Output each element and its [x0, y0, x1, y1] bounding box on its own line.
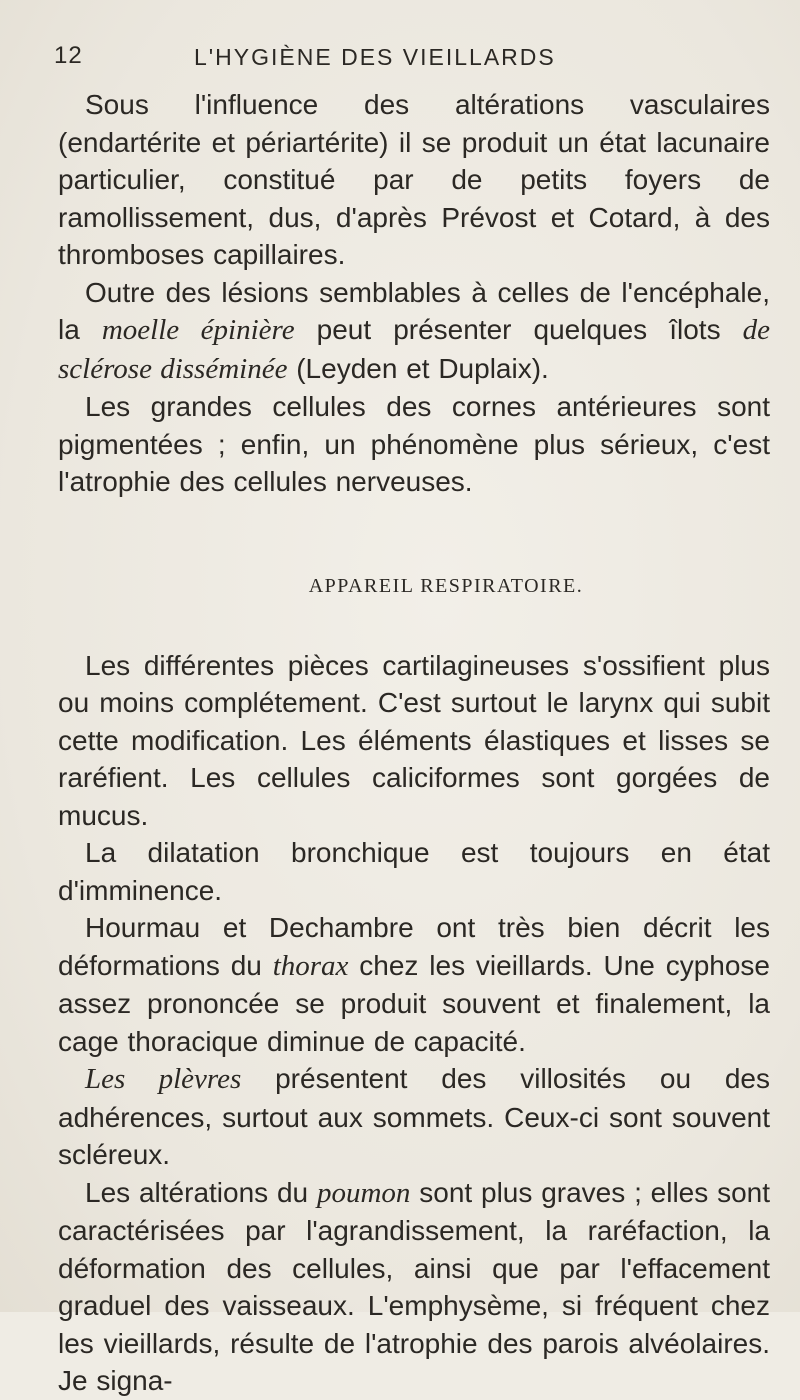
- text-run: Hourmau et Dechambre ont très bien décrit les déformations du: [58, 912, 770, 981]
- section-heading: APPAREIL RESPIRATOIRE.: [308, 574, 584, 597]
- paragraphs-before-heading: [58, 86, 770, 501]
- text-run: (Leyden et Duplaix).: [287, 352, 549, 384]
- paragraphs-after-heading: [58, 647, 770, 1400]
- italic-term: moelle épinière: [101, 314, 295, 346]
- text-run: La dilatation bronchique est toujours en état d'imminence.: [58, 837, 770, 906]
- italic-term: poumon: [316, 1176, 411, 1209]
- text-run: sont plus graves ; elles sont caractérisées par l'agrandissement, la raréfaction, la déformation des cellules, ainsi que par l'effacement graduel des vaisseaux. L'emphysème, si fréquent chez les vieillards, résulte de l'atrophie des parois alvéolaires. Je signa-: [58, 1176, 771, 1396]
- text-run: Les altérations du: [85, 1176, 317, 1208]
- running-title: L'HYGIÈNE DES VIEILLARDS: [194, 44, 556, 70]
- paragraph: [58, 834, 770, 909]
- paragraph: [58, 909, 770, 1060]
- italic-term: de sclérose disséminée: [58, 314, 770, 385]
- text-run: peut présenter quelques îlots: [294, 314, 743, 345]
- text-run: Outre des lésions semblables à celles de l'encéphale, la: [58, 276, 770, 345]
- body-text: [58, 86, 770, 1400]
- text-run: Sous l'influence des altérations vasculaires (endartérite et périartérite) il se produit un état lacunaire particulier, constitué par de petits foyers de ramollissement, dus, d'après Prévost et Cotard, à des thromboses capillaires.: [58, 89, 770, 270]
- text-run: présentent des villosités ou des adhérences, surtout aux sommets. Ceux-ci sont souvent scléreux.: [58, 1063, 771, 1170]
- paragraph: [58, 1174, 770, 1400]
- italic-term: Les plèvres: [85, 1063, 242, 1095]
- text-run: chez les vieillards. Une cyphose assez prononcée se produit souvent et finalement, la cage thoracique diminue de capacité.: [58, 949, 770, 1057]
- text-run: Les différentes pièces cartilagineuses s'ossifient plus ou moins complétement. C'est surtout le larynx qui subit cette modification. Les éléments élastiques et lisses se raréfient. Les cellules caliciformes sont gorgées de mucus.: [58, 649, 770, 831]
- paragraph: [58, 86, 770, 274]
- paragraph: [58, 388, 770, 501]
- running-head: [54, 42, 614, 82]
- page-number: 12: [54, 42, 83, 69]
- paragraph: [58, 1060, 770, 1174]
- paragraph: [58, 274, 770, 389]
- italic-term: thorax: [272, 949, 349, 982]
- paragraph: [58, 647, 770, 835]
- text-run: Les grandes cellules des cornes antérieures sont pigmentées ; enfin, un phénomène plus sérieux, c'est l'atrophie des cellules nerveuses.: [58, 391, 770, 497]
